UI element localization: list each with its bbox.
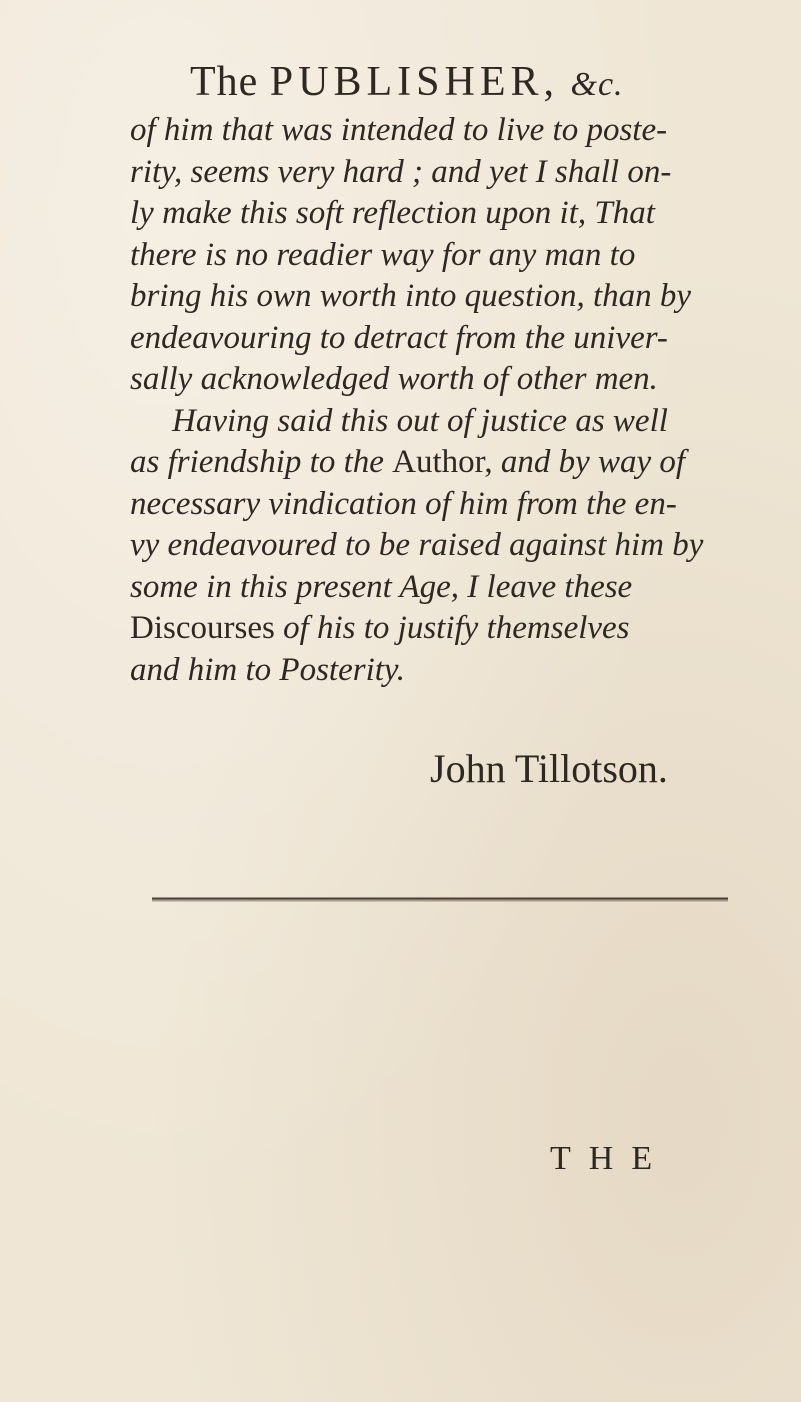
text-line: endeavouring to detract from the univer- xyxy=(130,319,668,356)
text-line xyxy=(130,608,750,650)
text-line: and him to Posterity. xyxy=(130,651,405,688)
author-word: Author, xyxy=(392,444,493,480)
text-fragment: as friendship to the xyxy=(130,444,393,480)
text-line: vy endeavoured to be raised against him by xyxy=(130,527,704,563)
running-head-title: PUBLISHER, xyxy=(269,59,559,105)
ornamental-rule xyxy=(152,895,728,903)
text-line xyxy=(130,442,750,484)
body-text xyxy=(130,110,750,691)
signature: John Tillotson. xyxy=(430,746,668,791)
paragraph-start-line: Having said this out of justice as well xyxy=(172,402,668,439)
text-line: there is no readier way for any man to xyxy=(130,236,636,273)
text-line: necessary vindication of him from the en- xyxy=(130,485,677,522)
text-line: sally acknowledged worth of other men. xyxy=(130,361,658,397)
text-fragment: of his to justify themselves xyxy=(274,610,630,646)
text-line: rity, seems very hard ; and yet I shall on- xyxy=(130,153,672,190)
catchword: THE xyxy=(550,1140,671,1177)
text-line: some in this present Age, I leave these xyxy=(130,568,633,605)
text-fragment: and by way of xyxy=(492,444,686,480)
running-head-prefix: The xyxy=(190,59,259,105)
running-head-etc: &c. xyxy=(570,66,624,103)
discourses-word: Discourses xyxy=(130,610,275,646)
running-head xyxy=(190,58,624,106)
text-line: bring his own worth into question, than by xyxy=(130,278,692,314)
text-line: ly make this soft reflection upon it, That xyxy=(130,195,655,231)
text-line: of him that was intended to live to poste- xyxy=(130,112,668,148)
